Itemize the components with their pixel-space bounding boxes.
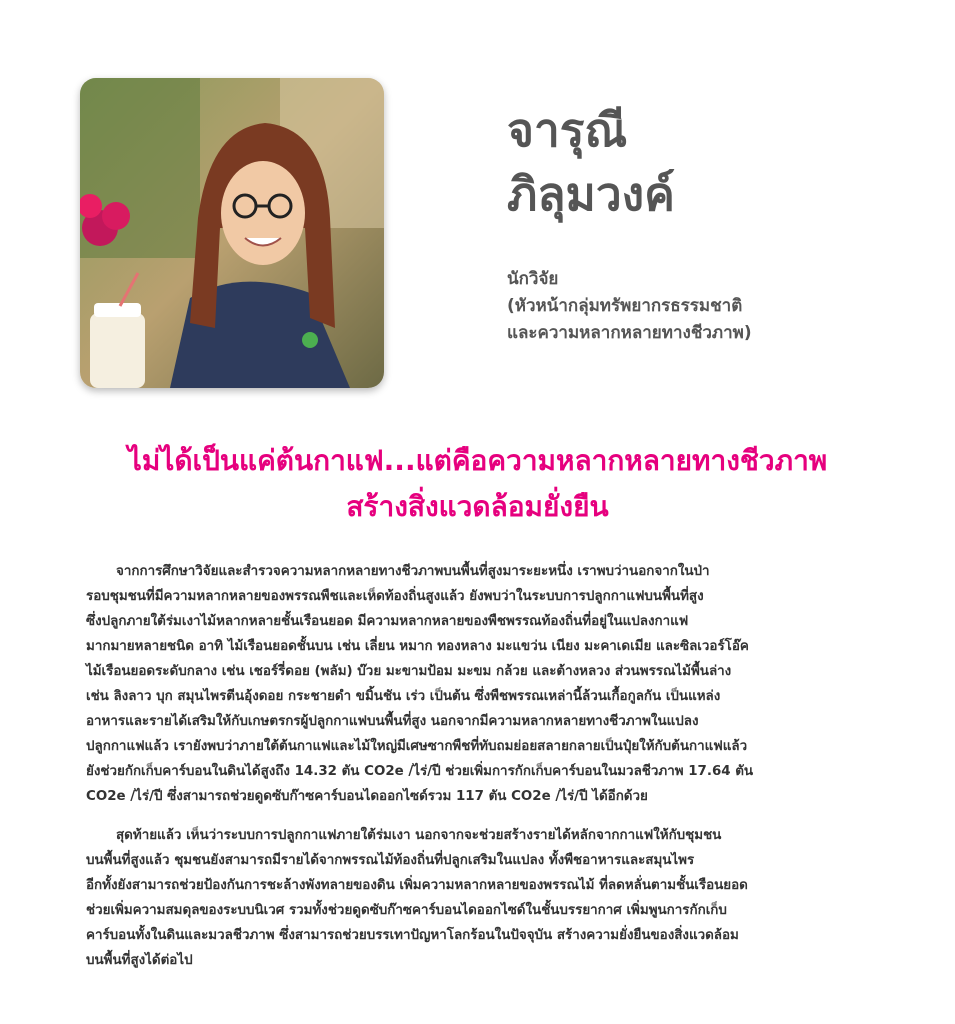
headline-line: สร้างสิ่งแวดล้อมยั่งยืน <box>346 490 609 523</box>
paragraph-line: อาหารและรายได้เสริมให้กับเกษตรกรผู้ปลูกกาแฟบนพื้นที่สูง นอกจากมีความหลากหลายทางชีวภาพในแปลง <box>86 714 699 729</box>
paragraph-line: บนพื้นที่สูงได้ต่อไป <box>86 953 193 968</box>
person-position <box>507 266 927 347</box>
position-detail-line: และความหลากหลายทางชีวภาพ) <box>507 323 752 343</box>
person-last-name: ภิลุมวงค์ <box>507 167 675 221</box>
paragraph-line: คาร์บอนทั้งในดินและมวลชีวภาพ ซึ่งสามารถช่วยบรรเทาปัญหาโลกร้อนในปัจจุบัน สร้างความยั่งยืนของสิ่งแวดล้อม <box>86 928 739 943</box>
paragraph-line: ปลูกกาแฟแล้ว เรายังพบว่าภายใต้ต้นกาแฟและไม้ใหญ่มีเศษซากพืชที่ทับถมย่อยสลายกลายเป็นปุ๋ยให้กับต้นกาแฟแล้ว <box>86 739 748 754</box>
paragraph-line: มากมายหลายชนิด อาทิ ไม้เรือนยอดชั้นบน เช่น เลี่ยน หมาก ทองหลาง มะแขว่น เนียง มะคาเดเมีย และซิลเวอร์โอ๊ค <box>86 639 749 654</box>
paragraph-line: จากการศึกษาวิจัยและสำรวจความหลากหลายทางชีวภาพบนพื้นที่สูงมาระยะหนึ่ง เราพบว่านอกจากในป่า <box>116 564 710 579</box>
paragraph-line: รอบชุมชนที่มีความหลากหลายของพรรณพืชและเห็ดท้องถิ่นสูงแล้ว ยังพบว่าในระบบการปลูกกาแฟบนพื้นที่สูง <box>86 589 704 604</box>
body-paragraph <box>86 823 901 973</box>
body-paragraph <box>86 559 901 809</box>
person-first-name: จารุณี <box>507 103 628 157</box>
paragraph-line: สุดท้ายแล้ว เห็นว่าระบบการปลูกกาแฟภายใต้ร่มเงา นอกจากจะช่วยสร้างรายได้หลักจากกาแฟให้กับชุมชน <box>116 828 722 843</box>
headline-line: ไม่ได้เป็นแค่ต้นกาแฟ...แต่คือความหลากหลายทางชีวภาพ <box>127 444 828 477</box>
paragraph-line: อีกทั้งยังสามารถช่วยป้องกันการชะล้างพังทลายของดิน เพิ่มความหลากหลายของพรรณไม้ ที่ลดหลั่นตามชั้นเรือนยอด <box>86 878 748 893</box>
paragraph-line: ช่วยเพิ่มความสมดุลของระบบนิเวศ รวมทั้งช่วยดูดซับก๊าซคาร์บอนไดออกไซด์ในชั้นบรรยากาศ เพิ่มพูนการกักเก็บ <box>86 903 727 918</box>
paragraph-line: บนพื้นที่สูงแล้ว ชุมชนยังสามารถมีรายได้จากพรรณไม้ท้องถิ่นที่ปลูกเสริมในแปลง ทั้งพืชอาหารและสมุนไพร <box>86 853 695 868</box>
paragraph-line: CO2e /ไร่/ปี ซึ่งสามารถช่วยดูดซับก๊าซคาร์บอนไดออกไซด์รวม 117 ตัน CO2e /ไร่/ปี ได้อีกด้วย <box>86 789 648 804</box>
person-name <box>507 98 675 226</box>
paragraph-line: ไม้เรือนยอดระดับกลาง เช่น เชอร์รี่ดอย (พลัม) บ๊วย มะขามป้อม มะขม กล้วย และต้างหลวง ส่วนพรรณไม้พื้นล่าง <box>86 664 732 679</box>
profile-photo <box>80 78 384 388</box>
position-detail-line: (หัวหน้ากลุ่มทรัพยากรธรรมชาติ <box>507 296 743 316</box>
article-headline <box>40 438 915 530</box>
paragraph-line: ซึ่งปลูกภายใต้ร่มเงาไม้หลากหลายชั้นเรือนยอด มีความหลากหลายของพืชพรรณท้องถิ่นที่อยู่ในแปลงกาแฟ <box>86 614 689 629</box>
paragraph-line: เช่น ลิงลาว บุก สมุนไพรตีนอุ้งดอย กระชายดำ ขมิ้นชัน เร่ว เป็นต้น ซึ่งพืชพรรณเหล่านี้ล้วนเกื้อกูลกัน เป็นแหล่ง <box>86 689 721 704</box>
paragraph-line: ยังช่วยกักเก็บคาร์บอนในดินได้สูงถึง 14.32 ตัน CO2e /ไร่/ปี ช่วยเพิ่มการกักเก็บคาร์บอนในมวลชีวภาพ 17.64 ตัน <box>86 764 754 779</box>
position-title: นักวิจัย <box>507 269 559 289</box>
